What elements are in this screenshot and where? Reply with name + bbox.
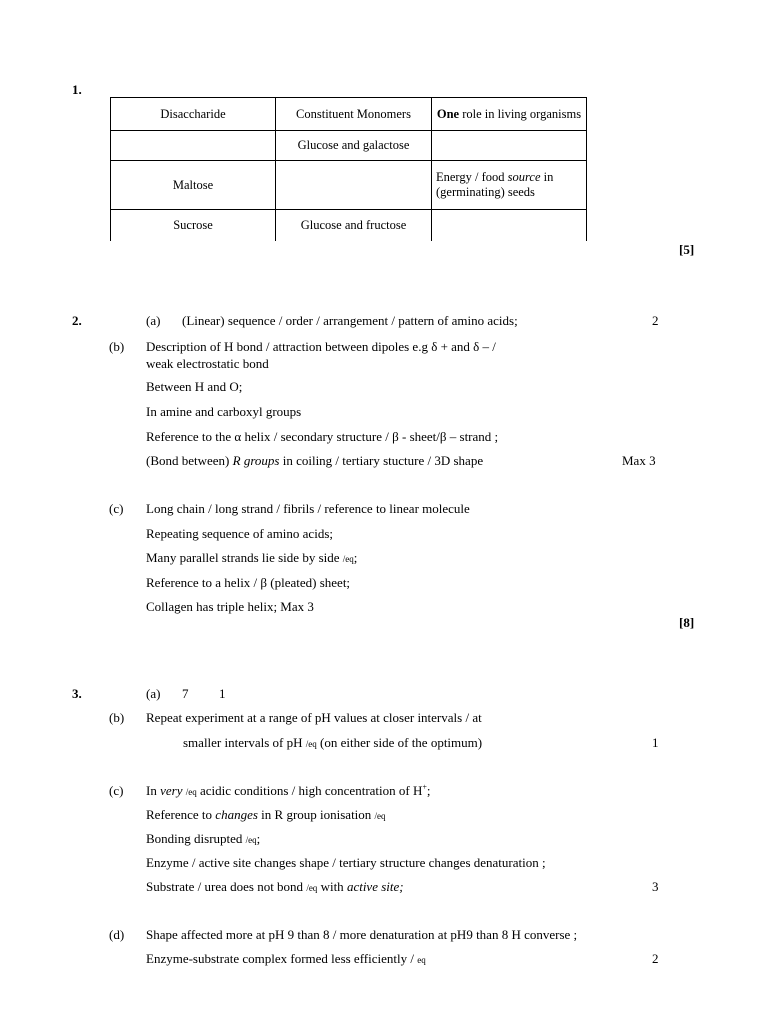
disaccharide-table (110, 97, 587, 241)
q3d-line: Enzyme-substrate complex formed less efficiently / eq (146, 951, 426, 966)
q2b-line: In amine and carboxyl groups (146, 404, 302, 419)
row1-monomers: Glucose and galactose (276, 131, 432, 161)
q3c-mark: 3 (652, 879, 659, 894)
header-monomers: Constituent Monomers (276, 98, 432, 131)
q3c-line: In very /eq acidic conditions / high concentration of H+; (146, 782, 431, 798)
q2b-mark: Max 3 (622, 453, 656, 468)
q2c-line: Long chain / long strand / fibrils / reference to linear molecule (146, 501, 470, 516)
q3b-label: (b) (109, 710, 125, 725)
header-disaccharide: Disaccharide (111, 98, 276, 131)
row3-disaccharide: Sucrose (111, 210, 276, 241)
q2a-mark: 2 (652, 313, 659, 328)
row3-role (432, 210, 587, 241)
q3b-mark: 1 (652, 735, 659, 750)
q2c-line: Reference to a helix / β (pleated) sheet; (146, 575, 351, 590)
row2-monomers (276, 161, 432, 210)
q3d-line: Shape affected more at pH 9 than 8 / more denaturation at pH9 than 8 H converse ; (146, 927, 578, 942)
q2c-line: Collagen has triple helix; Max 3 (146, 599, 314, 614)
q2b-label: (b) (109, 339, 125, 354)
q2c-line: Many parallel strands lie side by side /eq; (146, 550, 358, 565)
q2b-line: (Bond between) R groups in coiling / tertiary stucture / 3D shape (146, 453, 484, 468)
q2a-text: (Linear) sequence / order / arrangement / pattern of amino acids; (182, 313, 518, 328)
q3a-mark: 1 (219, 686, 226, 701)
q2b-line: Reference to the α helix / secondary structure / β - sheet/β – strand ; (146, 429, 499, 444)
q3c-line: Bonding disrupted /eq; (146, 831, 261, 846)
q2b-line: Description of H bond / attraction between dipoles e.g δ + and δ – / (146, 339, 496, 354)
q3c-line: Reference to changes in R group ionisation /eq (146, 807, 386, 822)
q3a-label: (a) (146, 686, 161, 701)
q2-marks: [8] (679, 615, 695, 630)
q3-number: 3. (72, 686, 82, 701)
q3c-line: Substrate / urea does not bond /eq with active site; (146, 879, 404, 894)
header-role: One role in living organisms (432, 98, 587, 131)
q3c-label: (c) (109, 783, 124, 798)
row2-disaccharide: Maltose (111, 161, 276, 210)
q3c-line: Enzyme / active site changes shape / tertiary structure changes denaturation ; (146, 855, 546, 870)
q2c-label: (c) (109, 501, 124, 516)
q3d-mark: 2 (652, 951, 659, 966)
q2c-line: Repeating sequence of amino acids; (146, 526, 333, 541)
q1-marks: [5] (679, 242, 695, 257)
row2-role: Energy / food source in (germinating) seeds (432, 161, 587, 210)
row3-monomers: Glucose and fructose (276, 210, 432, 241)
q2b-line: weak electrostatic bond (146, 356, 269, 371)
q2-number: 2. (72, 313, 82, 328)
row1-disaccharide (111, 131, 276, 161)
q3d-label: (d) (109, 927, 125, 942)
q1-number: 1. (72, 82, 82, 97)
q2a-label: (a) (146, 313, 161, 328)
q3b-line: Repeat experiment at a range of pH values at closer intervals / at (146, 710, 482, 725)
q3b-line: smaller intervals of pH /eq (on either side of the optimum) (183, 735, 483, 750)
q2b-line: Between H and O; (146, 379, 243, 394)
row1-role (432, 131, 587, 161)
q3a-value: 7 (182, 686, 189, 701)
